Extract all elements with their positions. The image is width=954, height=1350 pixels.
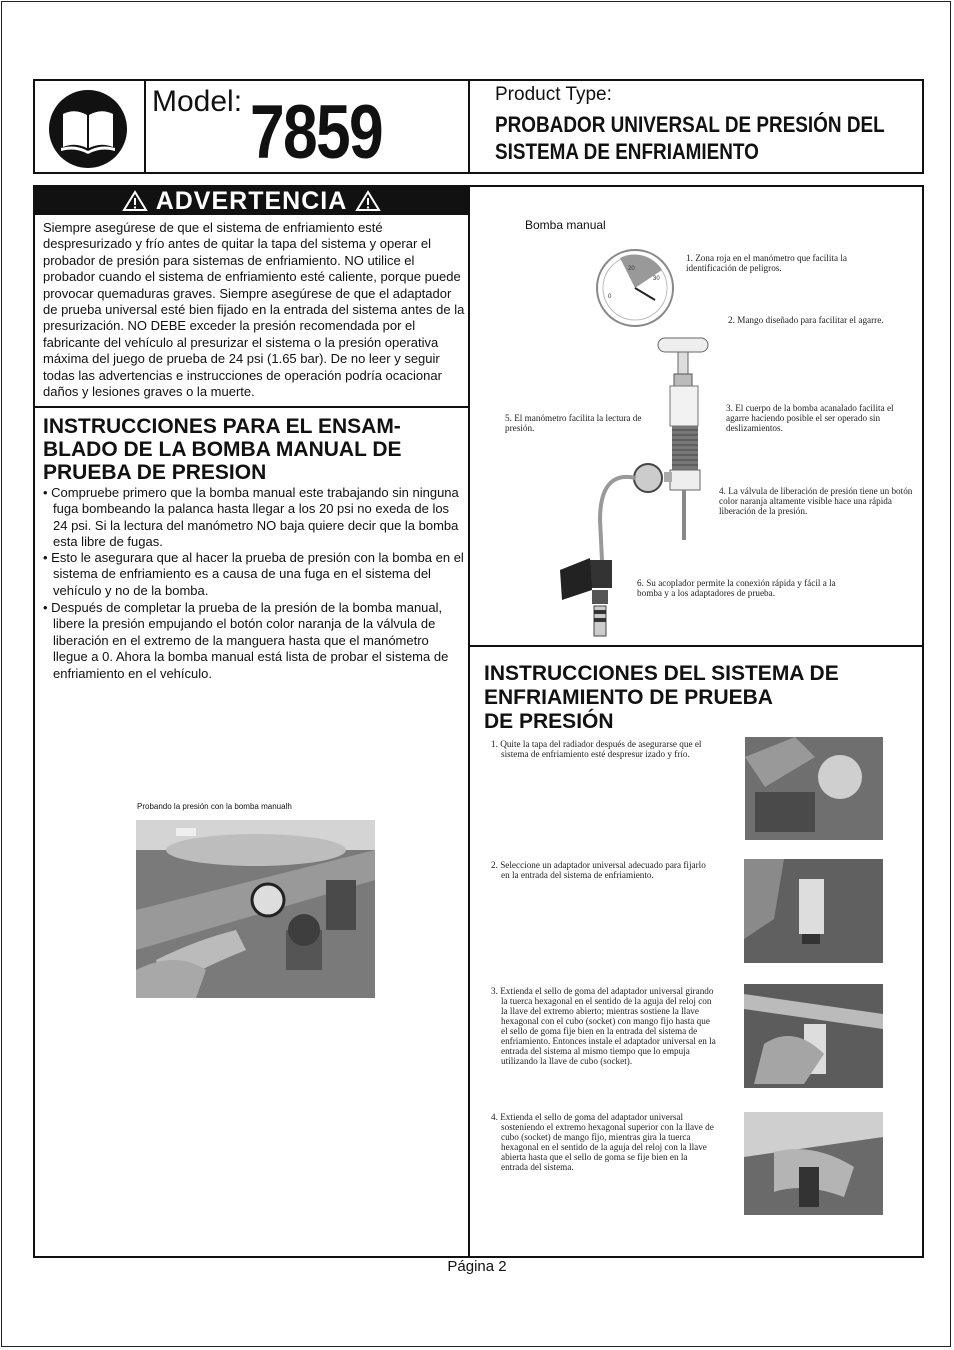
assembly-title-line3: PRUEBA DE PRESION — [43, 461, 267, 484]
system-title-line3: DE PRESIÓN — [484, 710, 614, 733]
header-icon-cell — [35, 81, 146, 172]
warning-triangle-icon — [355, 190, 381, 212]
system-title-line1: INSTRUCCIONES DEL SISTEMA DE — [484, 662, 839, 685]
system-title-line2: ENFRIAMIENTO DE PRUEBA — [484, 686, 773, 709]
product-title-line1: PROBADOR UNIVERSAL DE PRESIÓN DEL — [495, 112, 885, 137]
callout-2: 2. Mango diseñado para facilitar el agarre. — [728, 315, 884, 325]
svg-text:0: 0 — [608, 294, 612, 300]
system-step-1: 1. Quite la tapa del radiador después de asegurarse que el sistema de enfriamiento esté despresur izado y frío. — [491, 739, 702, 759]
pressure-test-photo — [136, 820, 375, 998]
step-4-photo — [744, 1112, 883, 1215]
step-2-photo — [744, 859, 883, 963]
callout-1: 1. Zona roja en el manómetro que facilita la identificación de peligros. — [686, 253, 847, 273]
column-divider — [468, 185, 470, 1258]
left-divider — [33, 406, 470, 408]
callout-4: 4. La válvula de liberación de presión tiene un botón color naranja altamente visible hace una rápida liberación de la presión. — [719, 486, 913, 516]
assembly-title-line1: INSTRUCCIONES PARA EL ENSAM- — [43, 415, 401, 438]
step-3-photo — [744, 984, 883, 1088]
photo-caption: Probando la presión con la bomba manualh — [137, 802, 292, 811]
callout-3: 3. El cuerpo de la bomba acanalado facilita el agarre haciendo posible el ser operado sin deslizamientos. — [726, 403, 894, 433]
svg-text:20: 20 — [628, 266, 635, 272]
product-title — [495, 111, 885, 165]
system-step-4: 4. Extienda el sello de goma del adaptador universal sosteniendo el extremo hexagonal superior con la llave de cubo (socket) de mango fijo, mientras gira la tuerca hexagonal en el sentido de la aguja del reloj con la llave abierta hasta que el sello de goma se fije bien en la entrada del sistema. — [491, 1112, 714, 1172]
product-type-label: Product Type: — [495, 84, 612, 105]
system-step-3: 3. Extienda el sello de goma del adaptador universal girando la tuerca hexagonal en el sentido de la aguja del reloj con la llave del extremo abierto; mientras sostiene la llave hexagonal con el cubo (socket) con mango fijo hasta que el sello de goma fije bien en la entrada del sistema de enfriamiento. Entonces instale el adaptador universal en la entrada del sistema al mismo tiempo que lo empuja utilizando la llave de cubo (socket). — [491, 986, 716, 1066]
system-step-2: 2. Seleccione un adaptador universal adecuado para fijarlo en la entrada del sistema de enfriamiento. — [491, 860, 706, 880]
system-title — [484, 662, 914, 734]
assembly-bullet-2: • Esto le asegurara que al hacer la prueba de presión con la bomba en el sistema de enfriamiento es a causa de una fuga en el sistema del vehículo y no de la bomba. — [43, 550, 464, 598]
callout-6: 6. Su acoplador permite la conexión rápida y fácil a la bomba y a los adaptadores de prueba. — [637, 578, 836, 598]
assembly-title-line2: BLADO DE LA BOMBA MANUAL DE — [43, 438, 402, 461]
open-book-icon — [49, 90, 127, 168]
step-1-photo — [745, 737, 883, 840]
warning-triangle-icon — [122, 190, 148, 212]
page-number: Página 2 — [447, 1258, 507, 1275]
warning-title: ADVERTENCIA — [155, 187, 348, 215]
model-number: 7859 — [250, 90, 383, 175]
warning-header — [35, 187, 468, 215]
warning-text: Siempre asegúrese de que el sistema de enfriamiento esté despresurizado y frío antes de quitar la tapa del sistema y operar el probador de presión para sistemas de enfriamiento. NO utilice el probador cuando el sistema de enfriamiento esté caliente, porque puede provocar quemaduras graves. Siempre asegúrese de que el adaptador de prueba universal esté bien fijado en la entrada del sistema antes de la presurización. NO DEBE exceder la presión recomendada por el fabricante del vehículo al presurizar el sistema o la presión operativa máxima del juego de prueba de 24 psi (1.65 bar). De no leer y seguir todas las advertencias e instrucciones de operación podría ocacionar daños y lesiones graves o la muerte. — [43, 220, 465, 400]
header — [33, 79, 924, 174]
model-cell — [146, 81, 470, 175]
svg-text:30: 30 — [653, 276, 660, 282]
assembly-title — [43, 415, 468, 484]
right-divider — [468, 645, 924, 647]
pump-label: Bomba manual — [525, 218, 606, 232]
assembly-bullet-1: • Compruebe primero que la bomba manual este trabajando sin ninguna fuga bombeando la palanca hasta llegar a los 20 psi no exeda de los 24 psi. Si la lectura del manómetro NO baja quiere decir que la bomba esta libre de fugas. — [43, 485, 459, 550]
product-title-line2: SISTEMA DE ENFRIAMIENTO — [495, 139, 759, 164]
model-label: Model: — [152, 85, 243, 118]
assembly-bullet-3: • Después de completar la prueba de la presión de la bomba manual, libere la presión empujando el botón color naranja de la válvula de liberación en el extremo de la manguera hasta que el manómetro llegue a 0. Ahora la bomba manual está lista de probar el sistema de enfriamiento en el vehículo. — [43, 600, 449, 681]
callout-5: 5. El manómetro facilita la lectura de presión. — [505, 413, 642, 433]
